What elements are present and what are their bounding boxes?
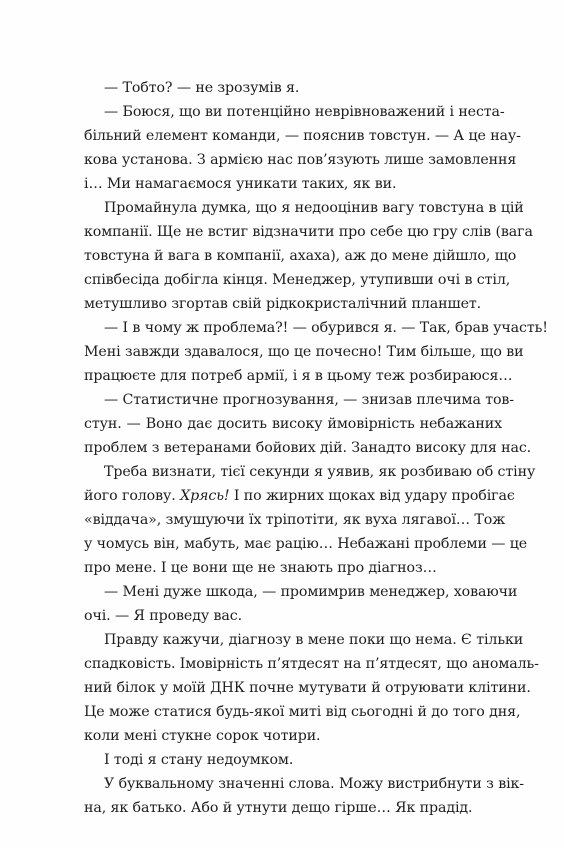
text-fragment: І по жирних щоках від удару пробігає xyxy=(229,488,515,504)
text-line: компанії. Ще не встиг відзначити про себе цю гру слів (вага xyxy=(84,224,533,240)
text-line: У буквальному значенні слова. Можу вистрибнути з вік- xyxy=(104,776,524,792)
paragraph xyxy=(84,748,502,772)
text-line: спадковість. Імовірність п’ятдесят на п’ятдесят, що аномаль- xyxy=(84,656,539,672)
paragraph xyxy=(84,100,521,196)
paragraph xyxy=(84,76,502,100)
text-line: І тоді я стану недоумком. xyxy=(104,752,294,768)
text-line: і… Ми намагаємося уникати таких, як ви. xyxy=(84,176,397,192)
text-line: проблем з ветеранами бойових дій. Занадто високу для нас. xyxy=(84,440,532,456)
paragraph xyxy=(84,460,536,580)
text-fragment: його голову. xyxy=(84,488,181,504)
text-line: про мене. І це вони ще не знають про діагноз… xyxy=(84,560,437,576)
text-line: кова установа. З армією нас пов’язують лише замовлення xyxy=(84,152,517,168)
text-line: — Тобто? — не зрозумів я. xyxy=(104,80,300,96)
text-line: на, як батько. Або й утнути дещо гірше… Як прадід. xyxy=(84,800,473,816)
text-line: «віддача», змушуючи їх тріпотіти, як вуха лягавої… Тож xyxy=(84,512,506,528)
text-line: — І в чому ж проблема?! — обурився я. — Так, брав участь! xyxy=(104,320,548,336)
text-line: — Мені дуже шкода, — промимрив менеджер, ховаючи xyxy=(104,584,518,600)
text-line: очі. — Я проведу вас. xyxy=(84,608,243,624)
text-line: — Боюся, що ви потенційно неврівноважений і неста- xyxy=(104,104,505,120)
paragraph xyxy=(84,580,518,628)
text-line: більний елемент команди, — пояснив товстун. — А це нау- xyxy=(84,128,521,144)
text-line: товстуна й вага в компанії, ахаха), аж до мене дійшло, що xyxy=(84,248,517,264)
text-line: Це може статися будь-якої миті від сьогодні й до того дня, xyxy=(84,704,521,720)
text-line: Мені завжди здавалося, що це почесно! Тим більше, що ви xyxy=(84,344,524,360)
text-line: метушливо згортав свій рідкокристалічний планшет. xyxy=(84,296,482,312)
text-line: Треба визнати, тієї секунди я уявив, як розбиваю об стіну xyxy=(104,464,536,480)
paragraph xyxy=(84,316,548,388)
paragraph xyxy=(84,388,532,460)
paragraph xyxy=(84,772,524,820)
text-line: Промайнула думка, що я недооцінив вагу товстуна в цій xyxy=(104,200,524,216)
paragraph xyxy=(84,196,533,316)
text-line: співбесіда добігла кінця. Менеджер, утупивши очі в стіл, xyxy=(84,272,511,288)
paragraph xyxy=(84,628,539,748)
italic-word: Хрясь! xyxy=(180,488,230,504)
text-line-with-italic xyxy=(84,484,515,508)
text-line: у чомусь він, мабуть, має рацію… Небажані проблеми — це xyxy=(84,536,528,552)
text-line: працюєте для потреб армії, і я в цьому теж розбираюся… xyxy=(84,368,513,384)
text-line: стун. — Воно дає досить високу ймовірність небажаних xyxy=(84,416,502,432)
page-text xyxy=(84,76,548,820)
text-line: ний білок у моїй ДНК почне мутувати й отруювати клітини. xyxy=(84,680,531,696)
text-line: — Статистичне прогнозування, — знизав плечима тов- xyxy=(104,392,514,408)
text-line: коли мені стукне сорок чотири. xyxy=(84,728,321,744)
text-line: Правду кажучи, діагнозу в мене поки що нема. Є тільки xyxy=(104,632,524,648)
